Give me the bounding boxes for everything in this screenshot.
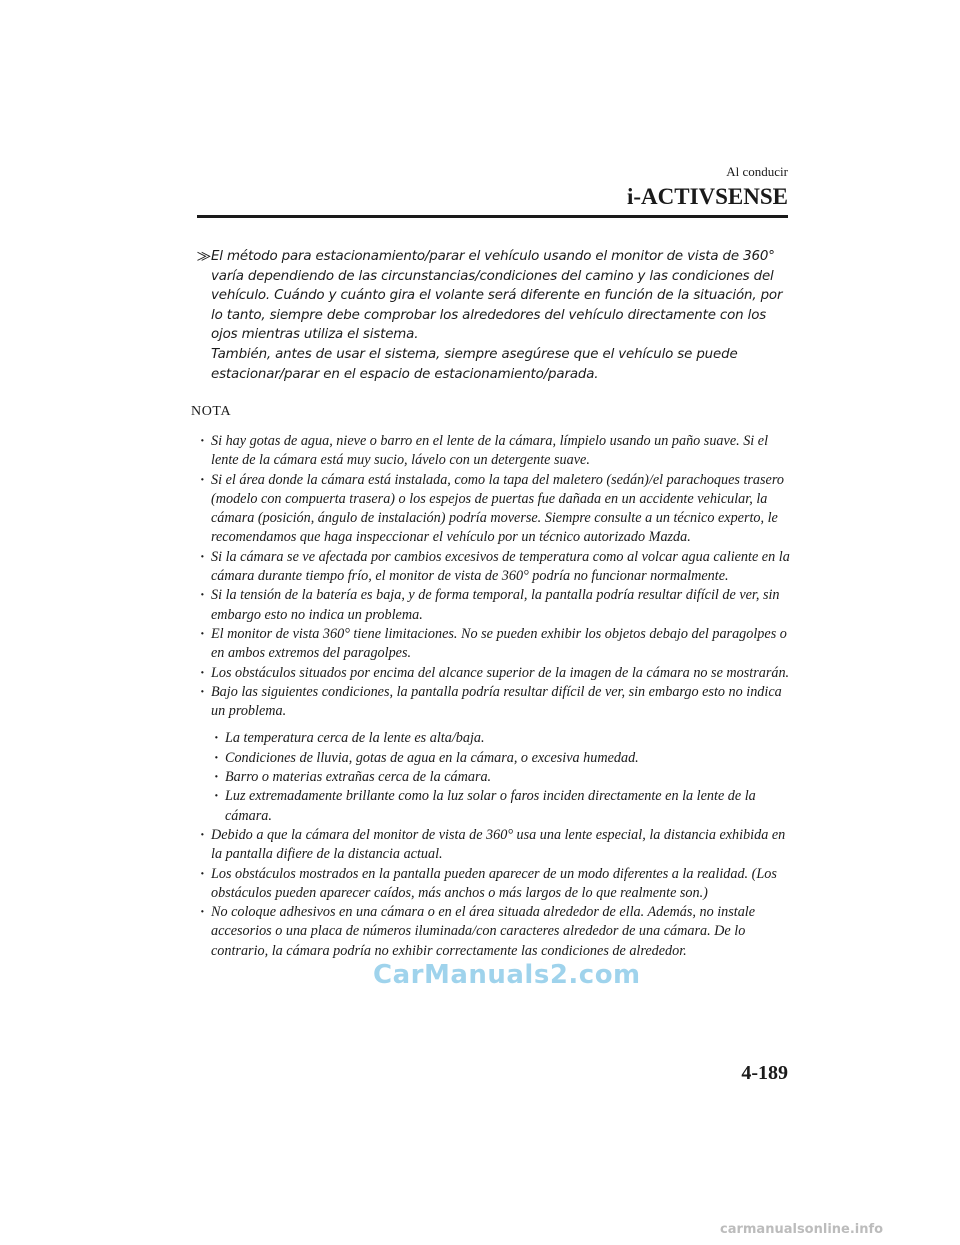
arrow-right-icon: ⨠ bbox=[197, 249, 211, 263]
list-item: · No coloque adhesivos en una cámara o en el área situada alrededor de ella. Además, no instale accesorios o una placa de números iluminada/con caracteres alrededor de una cámara. De lo contrario, la cámara podría no exhibir correctamente las condiciones de alrededor. bbox=[198, 903, 792, 961]
list-item: · Si hay gotas de agua, nieve o barro en el lente de la cámara, límpielo usando un paño suave. Si el lente de la cámara está muy sucio, lávelo con un detergente suave. bbox=[198, 432, 792, 471]
caution-block bbox=[197, 247, 792, 384]
list-item: · Bajo las siguientes condiciones, la pantalla podría resultar difícil de ver, sin embargo esto no indica un problema. bbox=[198, 683, 792, 722]
sub-list-item: · La temperatura cerca de la lente es alta/baja. bbox=[212, 729, 792, 748]
section-label: Al conducir bbox=[726, 164, 788, 179]
footer-watermark: carmanualsonline.info bbox=[720, 1222, 884, 1237]
sub-list bbox=[198, 729, 792, 825]
list-item: · El monitor de vista 360° tiene limitaciones. No se pueden exhibir los objetos debajo del paragolpes o en ambos extremos del paragolpes. bbox=[198, 625, 792, 664]
caution-paragraph-1: El método para estacionamiento/parar el vehículo usando el monitor de vista de 360° varía dependiendo de las circunstancias/condiciones del camino y las condiciones del vehículo. Cuándo y cuánto gira el volante será diferente en función de la situación, por lo tanto, siempre debe comprobar los alrededores del vehículo directamente con los ojos mientras utiliza el sistema. bbox=[211, 249, 783, 343]
list-item: · Si la tensión de la batería es baja, y de forma temporal, la pantalla podría resultar difícil de ver, sin embargo esto no indica un problema. bbox=[198, 586, 792, 625]
sub-list-item: · Condiciones de lluvia, gotas de agua en la cámara, o excesiva humedad. bbox=[212, 749, 792, 768]
watermark-logo: CarManuals2.com bbox=[373, 960, 641, 990]
note-list bbox=[198, 432, 792, 961]
header-rule bbox=[197, 215, 788, 218]
list-item: · Debido a que la cámara del monitor de vista de 360° usa una lente especial, la distancia exhibida en la pantalla difiere de la distancia actual. bbox=[198, 826, 792, 865]
chapter-title: i-ACTIVSENSE bbox=[626, 184, 788, 209]
sub-list-item: · Barro o materias extrañas cerca de la cámara. bbox=[212, 768, 792, 787]
caution-paragraph-2: También, antes de usar el sistema, siempre asegúrese que el vehículo se puede estacionar/parar en el espacio de estacionamiento/parada. bbox=[211, 346, 738, 382]
list-item: · Los obstáculos situados por encima del alcance superior de la imagen de la cámara no se mostrarán. bbox=[198, 664, 792, 683]
page-header bbox=[627, 164, 788, 210]
page-number: 4-189 bbox=[741, 1062, 788, 1084]
sub-list-item: · Luz extremadamente brillante como la luz solar o faros inciden directamente en la lente de la cámara. bbox=[212, 787, 792, 826]
note-heading: NOTA bbox=[191, 404, 232, 419]
list-item: · Si la cámara se ve afectada por cambios excesivos de temperatura como al volcar agua caliente en la cámara durante tiempo frío, el monitor de vista de 360° podría no funcionar normalmente. bbox=[198, 548, 792, 587]
list-item: · Si el área donde la cámara está instalada, como la tapa del maletero (sedán)/el parachoques trasero (modelo con compuerta trasera) o los espejos de puertas fue dañada en un accidente vehicular, la cámara (posición, ángulo de instalación) podría moverse. Siempre consulte a un técnico experto, le recomendamos que haga inspeccionar el vehículo por un técnico autorizado Mazda. bbox=[198, 471, 792, 548]
list-item: · Los obstáculos mostrados en la pantalla pueden aparecer de un modo diferentes a la realidad. (Los obstáculos pueden aparecer caídos, más anchos o más largos de lo que realmente son.) bbox=[198, 865, 792, 904]
